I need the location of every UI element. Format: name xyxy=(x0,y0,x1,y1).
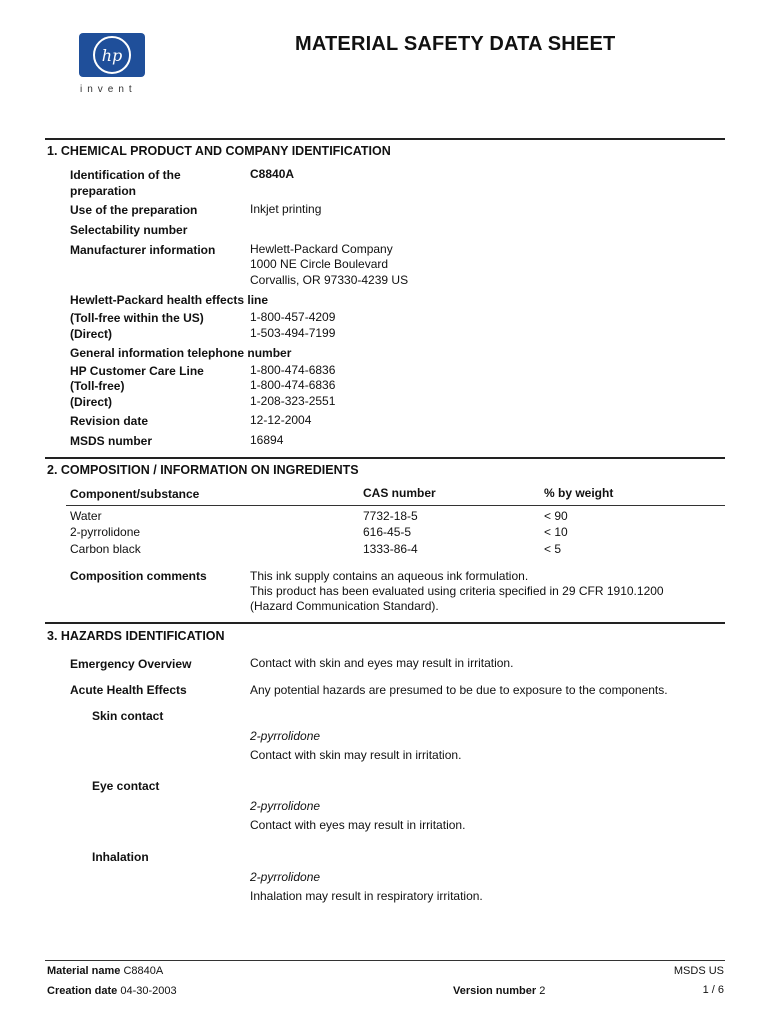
footer-rule xyxy=(45,960,725,961)
direct-value: 1-503-494-7199 xyxy=(250,326,336,340)
emergency-overview-label: Emergency Overview xyxy=(70,657,192,671)
section-2-heading: 2. COMPOSITION / INFORMATION ON INGREDIENTS xyxy=(47,463,359,477)
eye-contact-label: Eye contact xyxy=(92,779,160,793)
inhalation-text: Inhalation may result in respiratory irritation. xyxy=(250,889,483,903)
health-line-label: Hewlett-Packard health effects line xyxy=(70,293,269,307)
footer-material-value: C8840A xyxy=(123,965,164,977)
composition-comments-label: Composition comments xyxy=(70,569,207,583)
tollfree-us-label: (Toll-free within the US) xyxy=(70,311,204,325)
inhalation-component: 2-pyrrolidone xyxy=(250,870,321,884)
footer-creation-value: 04-30-2003 xyxy=(120,985,177,997)
skin-contact-text: Contact with skin may result in irritation. xyxy=(250,748,462,762)
hp-logo xyxy=(79,33,145,77)
page-number: 1 / 6 xyxy=(702,984,724,996)
tollfree-us-value: 1-800-457-4209 xyxy=(250,310,336,324)
composition-comment-line-3: (Hazard Communication Standard). xyxy=(250,599,439,613)
emergency-overview-value: Contact with skin and eyes may result in irritation. xyxy=(250,656,514,670)
cas-cell: 7732-18-5 xyxy=(363,509,418,523)
footer-version-value: 2 xyxy=(539,985,546,997)
footer-material xyxy=(47,965,163,977)
eye-contact-text: Contact with eyes may result in irritation. xyxy=(250,818,466,832)
manufacturer-line-3: Corvallis, OR 97330-4239 US xyxy=(250,273,409,287)
logo-tagline: invent xyxy=(80,84,137,95)
customer-care-value: 1-800-474-6836 xyxy=(250,363,336,377)
cas-cell: 1333-86-4 xyxy=(363,542,418,556)
footer-version xyxy=(453,985,545,997)
identification-label-line1: Identification of the xyxy=(70,168,181,182)
footer-creation xyxy=(47,985,177,997)
section-divider xyxy=(45,457,725,459)
care-direct-label: (Direct) xyxy=(70,395,113,409)
skin-contact-label: Skin contact xyxy=(92,709,164,723)
eye-component: 2-pyrrolidone xyxy=(250,799,321,813)
composition-comment-line-2: This product has been evaluated using criteria specified in 29 CFR 1910.1200 xyxy=(250,584,664,598)
column-header-weight: % by weight xyxy=(544,486,614,500)
direct-label: (Direct) xyxy=(70,327,113,341)
manufacturer-line-1: Hewlett-Packard Company xyxy=(250,242,393,256)
msds-number-value: 16894 xyxy=(250,433,284,447)
section-1-heading: 1. CHEMICAL PRODUCT AND COMPANY IDENTIFICATION xyxy=(47,144,391,158)
component-cell: Water xyxy=(70,509,102,523)
table-header-rule xyxy=(66,505,725,506)
footer-version-label: Version number xyxy=(453,985,537,997)
section-divider xyxy=(45,138,725,140)
selectability-label: Selectability number xyxy=(70,223,188,237)
revision-date-label: Revision date xyxy=(70,414,149,428)
care-tollfree-value: 1-800-474-6836 xyxy=(250,378,336,392)
page-title: MATERIAL SAFETY DATA SHEET xyxy=(295,33,616,55)
composition-comment-line-1: This ink supply contains an aqueous ink formulation. xyxy=(250,569,529,583)
acute-health-label: Acute Health Effects xyxy=(70,683,187,697)
component-cell: Carbon black xyxy=(70,542,141,556)
use-label: Use of the preparation xyxy=(70,203,198,217)
footer-creation-label: Creation date xyxy=(47,985,118,997)
section-divider xyxy=(45,622,725,624)
general-info-label: General information telephone number xyxy=(70,346,292,360)
manufacturer-label: Manufacturer information xyxy=(70,243,216,257)
footer-doc-type: MSDS US xyxy=(673,965,724,977)
hp-logo-mark: hp xyxy=(93,36,131,74)
skin-component: 2-pyrrolidone xyxy=(250,729,321,743)
revision-date-value: 12-12-2004 xyxy=(250,413,312,427)
inhalation-label: Inhalation xyxy=(92,850,149,864)
manufacturer-line-2: 1000 NE Circle Boulevard xyxy=(250,257,389,271)
weight-cell: < 90 xyxy=(544,509,568,523)
component-cell: 2-pyrrolidone xyxy=(70,525,141,539)
care-direct-value: 1-208-323-2551 xyxy=(250,394,336,408)
msds-number-label: MSDS number xyxy=(70,434,153,448)
care-tollfree-label: (Toll-free) xyxy=(70,379,125,393)
identification-label-line2: preparation xyxy=(70,184,137,198)
column-header-cas: CAS number xyxy=(363,486,436,500)
use-value: Inkjet printing xyxy=(250,202,322,216)
weight-cell: < 5 xyxy=(544,542,562,556)
footer-material-label: Material name xyxy=(47,965,121,977)
cas-cell: 616-45-5 xyxy=(363,525,412,539)
customer-care-label: HP Customer Care Line xyxy=(70,364,204,378)
weight-cell: < 10 xyxy=(544,525,568,539)
acute-health-value: Any potential hazards are presumed to be due to exposure to the components. xyxy=(250,683,668,697)
section-3-heading: 3. HAZARDS IDENTIFICATION xyxy=(47,629,225,643)
column-header-component: Component/substance xyxy=(70,487,200,501)
identification-value: C8840A xyxy=(250,167,295,181)
